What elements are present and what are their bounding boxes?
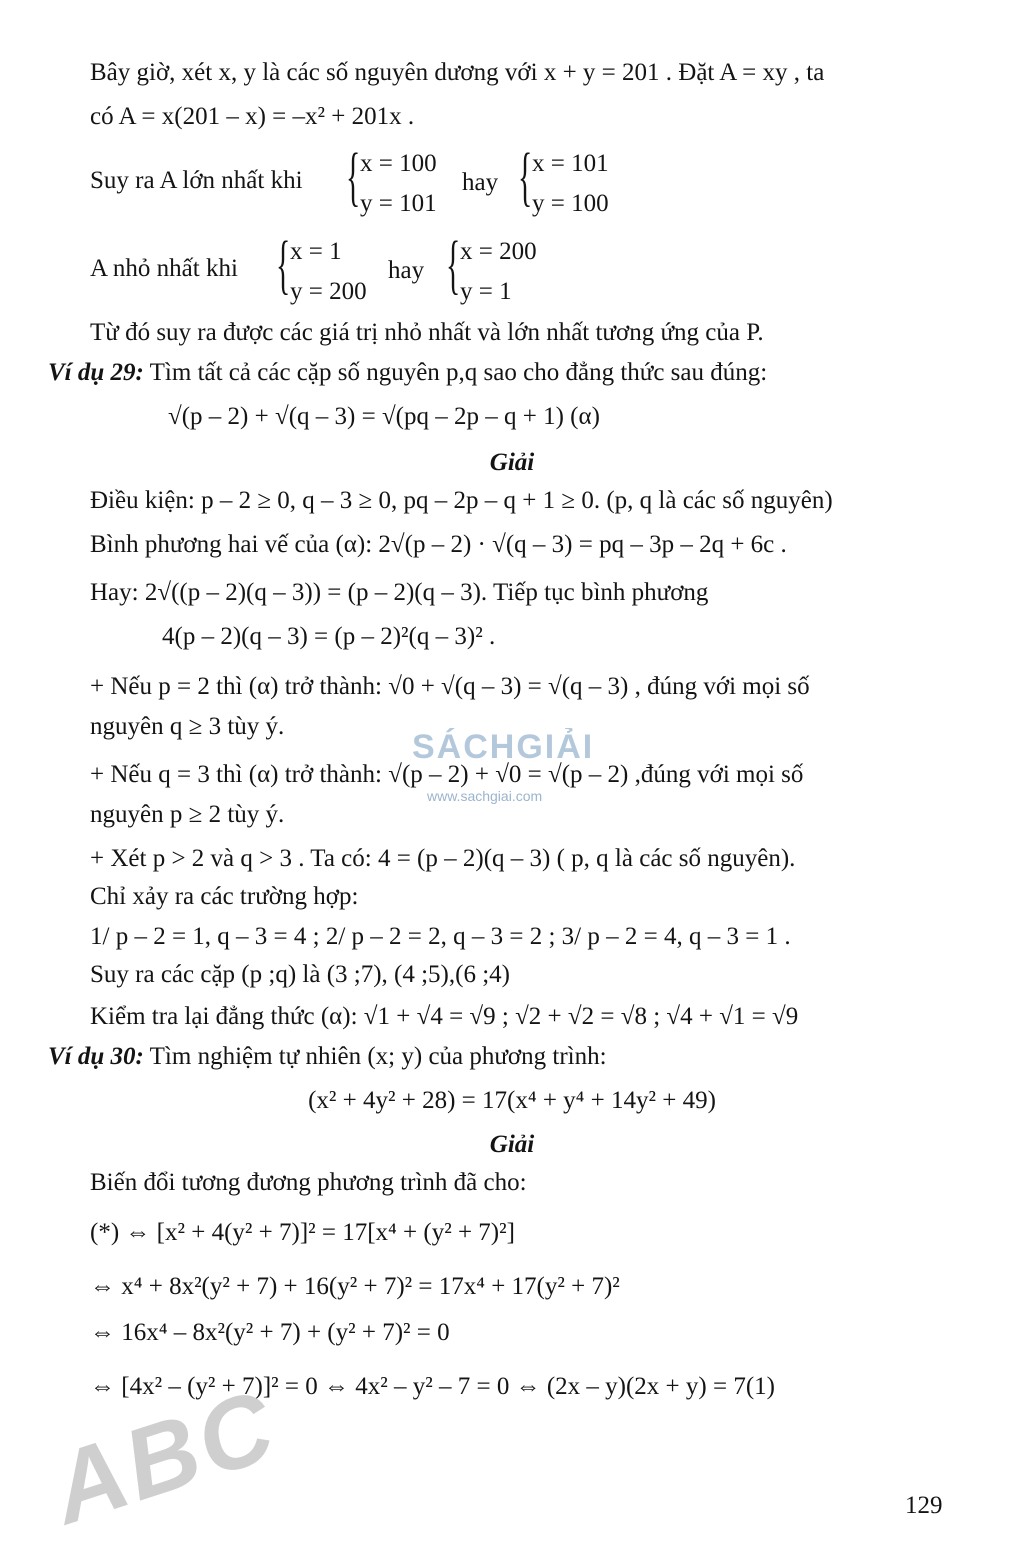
max-condition-label: Suy ra A lớn nhất khi [90, 167, 303, 194]
solution-line: Biến đổi tương đương phương trình đã cho: [90, 1169, 527, 1196]
watermark-title: SÁCHGIẢI [412, 728, 595, 766]
solution-line: 1/ p – 2 = 1, q – 3 = 4 ; 2/ p – 2 = 2, q – 3 = 2 ; 3/ p – 2 = 4, q – 3 = 1 . [90, 923, 791, 950]
system-row: y = 101 [360, 190, 437, 217]
text-line-1: Bây giờ, xét x, y là các số nguyên dương với x + y = 201 . Đặt A = xy , ta [90, 59, 825, 86]
solution-line: ⇔ 16x⁴ – 8x²(y² + 7) + (y² + 7)² = 0 [90, 1319, 450, 1346]
example-29-label: Ví dụ 29: [48, 359, 144, 386]
solution-line: ⇔ [4x² – (y² + 7)]² = 0 ⇔ 4x² – y² – 7 = 0 ⇔ (2x – y)(2x + y) = 7(1) [90, 1373, 775, 1400]
text-line-5: Từ đó suy ra được các giá trị nhỏ nhất và lớn nhất tương ứng của P. [90, 319, 764, 346]
solution-line: Điều kiện: p – 2 ≥ 0, q – 3 ≥ 0, pq – 2p – q + 1 ≥ 0. (p, q là các số nguyên) [90, 487, 833, 514]
solution-line: + Nếu q = 3 thì (α) trở thành: √(p – 2) + √0 = √(p – 2) ,đúng với mọi số [90, 761, 804, 788]
or-word: hay [388, 257, 425, 284]
example-30-text: Tìm nghiệm tự nhiên (x; y) của phương trình: [143, 1043, 607, 1070]
example-29-statement [48, 360, 767, 385]
solution-heading-1: Giải [489, 449, 535, 476]
brace-icon: { [276, 228, 291, 301]
min-condition-label: A nhỏ nhất khi [90, 255, 238, 282]
system-row: x = 101 [532, 150, 609, 177]
solution-line: + Xét p > 2 và q > 3 . Ta có: 4 = (p – 2)(q – 3) ( p, q là các số nguyên). [90, 845, 796, 872]
watermark [412, 728, 622, 808]
solution-line: (*) ⇔ [x² + 4(y² + 7)]² = 17[x⁴ + (y² + 7)²] [90, 1219, 515, 1246]
solution-line: Bình phương hai vế của (α): 2√(p – 2) · √(q – 3) = pq – 3p – 2q + 6c . [90, 531, 787, 558]
solution-line: Suy ra các cặp (p ;q) là (3 ;7), (4 ;5),(6 ;4) [90, 961, 510, 988]
system-row: x = 1 [290, 238, 342, 265]
solution-line: Chỉ xảy ra các trường hợp: [90, 883, 359, 910]
abc-logo: ABC [38, 1368, 291, 1546]
system-row: y = 1 [460, 278, 512, 305]
or-word: hay [462, 169, 499, 196]
system-row: y = 200 [290, 278, 367, 305]
brace-icon: { [518, 140, 533, 213]
example-29-equation: √(p – 2) + √(q – 3) = √(pq – 2p – q + 1) (α) [168, 403, 600, 430]
solution-line: Hay: 2√((p – 2)(q – 3)) = (p – 2)(q – 3). Tiếp tục bình phương [90, 579, 709, 606]
text-line-2: có A = x(201 – x) = –x² + 201x . [90, 103, 415, 130]
system-row: y = 100 [532, 190, 609, 217]
brace-icon: { [346, 140, 361, 213]
solution-line: + Nếu p = 2 thì (α) trở thành: √0 + √(q – 3) = √(q – 3) , đúng với mọi số [90, 673, 810, 700]
watermark-url: www.sachgiai.com [427, 788, 543, 804]
solution-line: nguyên p ≥ 2 tùy ý. [90, 801, 285, 828]
brace-icon: { [446, 228, 461, 301]
solution-line: nguyên q ≥ 3 tùy ý. [90, 713, 285, 740]
system-row: x = 100 [360, 150, 437, 177]
example-29-text: Tìm tất cả các cặp số nguyên p,q sao cho đẳng thức sau đúng: [143, 359, 768, 386]
example-30-statement [48, 1044, 607, 1069]
solution-line: 4(p – 2)(q – 3) = (p – 2)²(q – 3)² . [162, 623, 496, 650]
system-row: x = 200 [460, 238, 537, 265]
page-number: 129 [905, 1492, 943, 1519]
example-30-label: Ví dụ 30: [48, 1043, 144, 1070]
solution-heading-2: Giải [489, 1131, 535, 1158]
example-30-equation: (x² + 4y² + 28) = 17(x⁴ + y⁴ + 14y² + 49) [308, 1087, 716, 1114]
solution-line: Kiểm tra lại đẳng thức (α): √1 + √4 = √9 ; √2 + √2 = √8 ; √4 + √1 = √9 [90, 1003, 799, 1030]
solution-line: ⇔ x⁴ + 8x²(y² + 7) + 16(y² + 7)² = 17x⁴ + 17(y² + 7)² [90, 1273, 620, 1300]
